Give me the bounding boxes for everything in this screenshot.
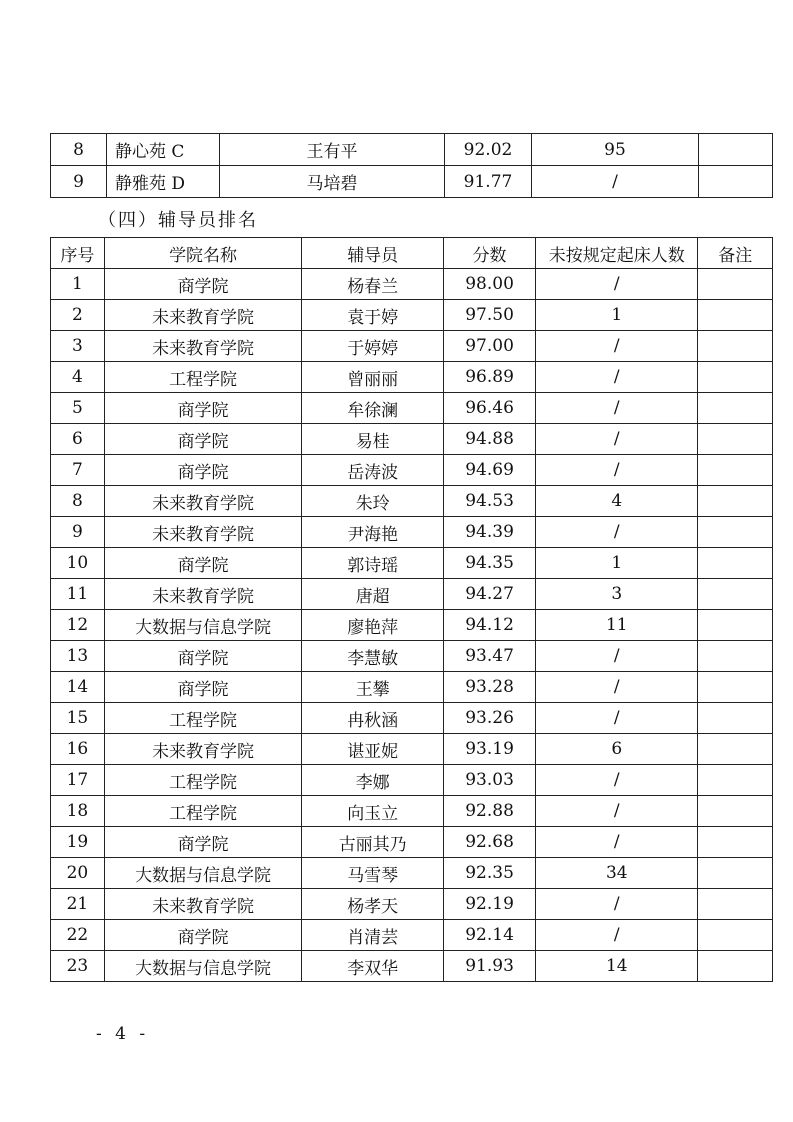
- cell-number: 13: [51, 641, 105, 672]
- table-row: [51, 610, 773, 641]
- cell-late-count: 14: [536, 951, 698, 982]
- table-row: [51, 300, 773, 331]
- cell-dorm-name: 静心苑 C: [107, 134, 220, 166]
- cell-counselor: 袁于婷: [302, 300, 444, 331]
- cell-note: [699, 166, 773, 198]
- cell-college: 商学院: [104, 641, 302, 672]
- cell-note: [698, 548, 773, 579]
- table-row: [51, 548, 773, 579]
- cell-score: 94.53: [444, 486, 536, 517]
- cell-college: 商学院: [104, 920, 302, 951]
- cell-college: 工程学院: [104, 796, 302, 827]
- cell-college: 商学院: [104, 827, 302, 858]
- cell-score: 94.88: [444, 424, 536, 455]
- cell-number: 16: [51, 734, 105, 765]
- cell-counselor: 肖清芸: [302, 920, 444, 951]
- header-cell-note: 备注: [698, 238, 773, 269]
- cell-late-count: /: [536, 424, 698, 455]
- cell-late-count: 3: [536, 579, 698, 610]
- cell-number: 6: [51, 424, 105, 455]
- section-heading: （四）辅导员排名: [98, 210, 258, 231]
- cell-college: 未来教育学院: [104, 517, 302, 548]
- cell-number: 20: [51, 858, 105, 889]
- cell-number: 17: [51, 765, 105, 796]
- cell-note: [699, 134, 773, 166]
- table-row: [51, 393, 773, 424]
- cell-counselor: 向玉立: [302, 796, 444, 827]
- cell-score: 92.19: [444, 889, 536, 920]
- cell-note: [698, 920, 773, 951]
- cell-note: [698, 951, 773, 982]
- cell-late-count: /: [536, 362, 698, 393]
- cell-late-count: /: [536, 269, 698, 300]
- table-row: [51, 362, 773, 393]
- cell-number: 18: [51, 796, 105, 827]
- page-number: - 4 -: [96, 1024, 150, 1044]
- cell-note: [698, 703, 773, 734]
- cell-counselor: 古丽其乃: [302, 827, 444, 858]
- cell-dorm-name: 静雅苑 D: [107, 166, 220, 198]
- cell-number: 4: [51, 362, 105, 393]
- table-row: [51, 134, 773, 166]
- cell-score: 94.69: [444, 455, 536, 486]
- cell-late-count: 4: [536, 486, 698, 517]
- cell-college: 未来教育学院: [104, 486, 302, 517]
- table-row: [51, 796, 773, 827]
- cell-college: 大数据与信息学院: [104, 951, 302, 982]
- table-row: [51, 672, 773, 703]
- cell-note: [698, 765, 773, 796]
- cell-score: 92.88: [444, 796, 536, 827]
- cell-count: 95: [532, 134, 699, 166]
- cell-late-count: 1: [536, 548, 698, 579]
- cell-note: [698, 424, 773, 455]
- cell-college: 未来教育学院: [104, 579, 302, 610]
- cell-college: 商学院: [104, 424, 302, 455]
- table-row: [51, 269, 773, 300]
- cell-number: 14: [51, 672, 105, 703]
- cell-score: 97.50: [444, 300, 536, 331]
- cell-late-count: 11: [536, 610, 698, 641]
- cell-college: 大数据与信息学院: [104, 610, 302, 641]
- cell-score: 93.47: [444, 641, 536, 672]
- cell-number: 19: [51, 827, 105, 858]
- table-row: [51, 579, 773, 610]
- table-row: [51, 641, 773, 672]
- cell-note: [698, 362, 773, 393]
- cell-score: 97.00: [444, 331, 536, 362]
- cell-note: [698, 455, 773, 486]
- cell-college: 未来教育学院: [104, 734, 302, 765]
- header-cell-college: 学院名称: [104, 238, 302, 269]
- table-row: [51, 827, 773, 858]
- cell-late-count: /: [536, 672, 698, 703]
- cell-counselor: 朱玲: [302, 486, 444, 517]
- table-row: [51, 455, 773, 486]
- cell-note: [698, 610, 773, 641]
- cell-college: 工程学院: [104, 703, 302, 734]
- cell-late-count: /: [536, 889, 698, 920]
- cell-counselor: 尹海艳: [302, 517, 444, 548]
- cell-late-count: /: [536, 920, 698, 951]
- table-row: [51, 424, 773, 455]
- cell-number: 10: [51, 548, 105, 579]
- cell-college: 大数据与信息学院: [104, 858, 302, 889]
- cell-late-count: 34: [536, 858, 698, 889]
- cell-note: [698, 672, 773, 703]
- table-row: [51, 517, 773, 548]
- cell-college: 工程学院: [104, 765, 302, 796]
- cell-college: 商学院: [104, 393, 302, 424]
- cell-person: 马培碧: [220, 166, 445, 198]
- cell-late-count: /: [536, 331, 698, 362]
- table-header-row: [51, 238, 773, 269]
- cell-note: [698, 579, 773, 610]
- header-cell-counselor: 辅导员: [302, 238, 444, 269]
- cell-note: [698, 269, 773, 300]
- cell-score: 94.39: [444, 517, 536, 548]
- cell-number: 15: [51, 703, 105, 734]
- cell-late-count: 6: [536, 734, 698, 765]
- header-cell-score: 分数: [444, 238, 536, 269]
- cell-score: 91.93: [444, 951, 536, 982]
- cell-score: 96.89: [444, 362, 536, 393]
- cell-late-count: /: [536, 393, 698, 424]
- cell-score: 91.77: [445, 166, 532, 198]
- cell-note: [698, 517, 773, 548]
- cell-counselor: 冉秋涵: [302, 703, 444, 734]
- cell-score: 92.14: [444, 920, 536, 951]
- table-row: [51, 703, 773, 734]
- cell-late-count: /: [536, 765, 698, 796]
- cell-college: 未来教育学院: [104, 889, 302, 920]
- cell-number: 3: [51, 331, 105, 362]
- cell-score: 93.19: [444, 734, 536, 765]
- cell-note: [698, 641, 773, 672]
- cell-counselor: 王攀: [302, 672, 444, 703]
- cell-number: 1: [51, 269, 105, 300]
- cell-note: [698, 300, 773, 331]
- cell-college: 商学院: [104, 269, 302, 300]
- cell-late-count: /: [536, 796, 698, 827]
- cell-count: /: [532, 166, 699, 198]
- cell-counselor: 唐超: [302, 579, 444, 610]
- cell-number: 11: [51, 579, 105, 610]
- cell-counselor: 廖艳萍: [302, 610, 444, 641]
- table-row: [51, 331, 773, 362]
- cell-counselor: 岳涛波: [302, 455, 444, 486]
- cell-note: [698, 889, 773, 920]
- cell-college: 未来教育学院: [104, 300, 302, 331]
- table-row: [51, 486, 773, 517]
- cell-score: 96.46: [444, 393, 536, 424]
- table-row: [51, 951, 773, 982]
- cell-score: 94.35: [444, 548, 536, 579]
- cell-number: 5: [51, 393, 105, 424]
- cell-counselor: 于婷婷: [302, 331, 444, 362]
- cell-college: 工程学院: [104, 362, 302, 393]
- cell-note: [698, 734, 773, 765]
- cell-counselor: 牟徐澜: [302, 393, 444, 424]
- cell-late-count: /: [536, 641, 698, 672]
- cell-score: 98.00: [444, 269, 536, 300]
- cell-counselor: 曾丽丽: [302, 362, 444, 393]
- cell-score: 94.12: [444, 610, 536, 641]
- cell-note: [698, 393, 773, 424]
- cell-counselor: 杨春兰: [302, 269, 444, 300]
- dormitory-ranking-table-continued: [50, 133, 773, 198]
- top-table-body: [51, 134, 773, 198]
- table-row: [51, 920, 773, 951]
- header-cell-late-count: 未按规定起床人数: [536, 238, 698, 269]
- cell-late-count: /: [536, 827, 698, 858]
- cell-score: 92.35: [444, 858, 536, 889]
- cell-counselor: 杨孝天: [302, 889, 444, 920]
- cell-number: 8: [51, 486, 105, 517]
- main-table-body: [51, 269, 773, 982]
- cell-number: 23: [51, 951, 105, 982]
- cell-number: 12: [51, 610, 105, 641]
- cell-number: 22: [51, 920, 105, 951]
- cell-score: 94.27: [444, 579, 536, 610]
- cell-late-count: /: [536, 517, 698, 548]
- cell-number: 8: [51, 134, 107, 166]
- header-cell-number: 序号: [51, 238, 105, 269]
- cell-counselor: 谌亚妮: [302, 734, 444, 765]
- counselor-ranking-table: [50, 237, 773, 982]
- table-row: [51, 734, 773, 765]
- cell-score: 92.68: [444, 827, 536, 858]
- cell-note: [698, 858, 773, 889]
- cell-college: 未来教育学院: [104, 331, 302, 362]
- cell-number: 9: [51, 517, 105, 548]
- cell-late-count: /: [536, 455, 698, 486]
- cell-score: 93.28: [444, 672, 536, 703]
- cell-counselor: 李娜: [302, 765, 444, 796]
- cell-college: 商学院: [104, 455, 302, 486]
- table-row: [51, 889, 773, 920]
- table-row: [51, 858, 773, 889]
- cell-number: 2: [51, 300, 105, 331]
- cell-counselor: 李双华: [302, 951, 444, 982]
- cell-counselor: 易桂: [302, 424, 444, 455]
- cell-number: 9: [51, 166, 107, 198]
- cell-note: [698, 827, 773, 858]
- cell-college: 商学院: [104, 548, 302, 579]
- cell-note: [698, 486, 773, 517]
- cell-score: 93.03: [444, 765, 536, 796]
- cell-score: 93.26: [444, 703, 536, 734]
- cell-late-count: 1: [536, 300, 698, 331]
- table-row: [51, 166, 773, 198]
- cell-person: 王有平: [220, 134, 445, 166]
- cell-score: 92.02: [445, 134, 532, 166]
- cell-note: [698, 796, 773, 827]
- table-row: [51, 765, 773, 796]
- cell-late-count: /: [536, 703, 698, 734]
- cell-number: 21: [51, 889, 105, 920]
- cell-note: [698, 331, 773, 362]
- cell-number: 7: [51, 455, 105, 486]
- cell-counselor: 李慧敏: [302, 641, 444, 672]
- cell-counselor: 马雪琴: [302, 858, 444, 889]
- cell-college: 商学院: [104, 672, 302, 703]
- cell-counselor: 郭诗瑶: [302, 548, 444, 579]
